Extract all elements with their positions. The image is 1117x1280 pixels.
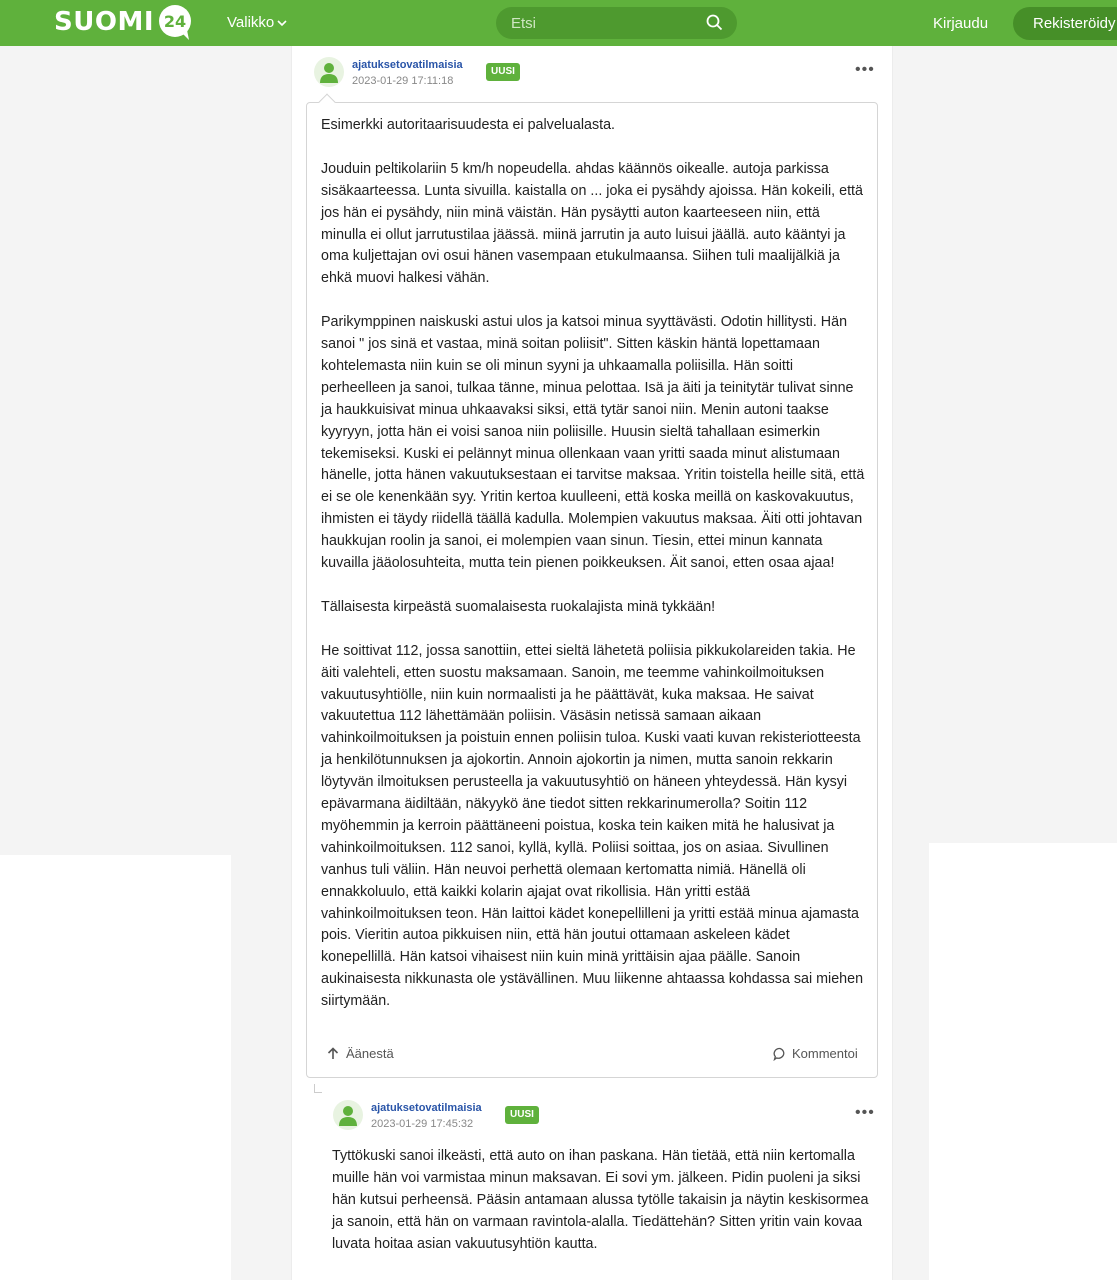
login-link[interactable]: Kirjaudu	[933, 15, 989, 32]
reply-thread-line	[314, 1084, 322, 1093]
post-paragraph: Tällaisesta kirpeästä suomalaisesta ruokalajista minä tykkään!	[321, 598, 716, 615]
post-paragraph: Parikymppinen naiskuski astui ulos ja katsoi minua syyttävästi. Odotin hillitysti. Hän sanoi " jos sinä et vastaa, minä soitan poliisit". Sitten käskin häntä lopettamaan kohtelemasta niin kuin se oli minun syyni ja uhkaamalla poliisilla. Hän soitti perheelleen ja sanoi, tulkaa tänne, minua pelottaa. Isä ja äiti ja teinitytär tulivat sinne ja haukkuisivat minua uhkaavaksi siksi, että tytär sanoi niin. Menin autoni taakse kyyryyn, jotta hän ei voisi sanoa niin poliisille. Huusin sieltä tahallaan esimerkin tekemiseksi. Kuski ei pelännyt minua ollenkaan vaan yritti saada minut alistumaan hänelle, jotta hänen vakuutuksestaan ei tarvitse maksaa. Yritin toistella heille sitä, että ei se ole kenenkään syy. Yritin kertoa kuulleeni, että koska meillä on kaskovakuutus, ihmisten ei täydy riidellä täällä kadulla. Molempien vakuutus maksaa. Äiti otti johtavan haukkujan roolin ja sanoi, ei molempien vaan sinun. Tiesin, ettei minun kannata kuvailla jääolosuhteita, mutta tein pienen poikkeuksen. Äit sanoi, etten osaa ajaa!	[321, 314, 865, 572]
post-paragraph: Esimerkki autoritaarisuudesta ei palvelualasta.	[321, 117, 616, 133]
user-avatar-icon[interactable]	[333, 1100, 363, 1130]
menu-dropdown[interactable]	[227, 14, 287, 31]
search-bar	[496, 7, 737, 39]
logo-text: SUOMI	[54, 7, 154, 37]
comment-icon	[773, 1047, 787, 1061]
register-button[interactable]: Rekisteröidy	[1013, 7, 1117, 40]
menu-label: Valikko	[227, 14, 275, 31]
more-icon[interactable]: •••	[855, 1104, 875, 1121]
reply-username[interactable]: ajatuksetovatilmaisia	[371, 1102, 482, 1114]
reply-timestamp: 2023-01-29 17:45:32	[371, 1118, 474, 1130]
suomi24-logo[interactable]	[54, 3, 193, 41]
page-background-gutter	[231, 855, 291, 1280]
search-input[interactable]	[511, 7, 696, 39]
page-background-right	[893, 46, 1117, 843]
chevron-down-icon	[277, 20, 287, 27]
post-paragraph: Jouduin peltikolariin 5 km/h nopeudella. ahdas käännös oikealle. autoja parkissa sisäkaarteessa. Lunta sivuilla. kaistalla on ... joka ei pysähdy ajoissa. Hän kokeili, että jos hän ei pysähdy, niin minä väistän. Hän pysäytti auton kaarteeseen niin, että minulla ei ollut jarrutustilaa jäässä. miinä jarrutin ja auto luisui jäällä. auto kääntyi ja oma kuljettajan ovi osui hänen vasempaan etukulmaansa. Siihen tuli maalijälkiä ja ehkä muovi halkesi vähän.	[321, 160, 863, 287]
arrow-up-icon	[327, 1047, 339, 1060]
page-background-gutter-right	[893, 843, 929, 1280]
vote-label: Äänestä	[346, 1046, 394, 1061]
comment-button[interactable]	[773, 1046, 858, 1061]
new-badge: UUSI	[505, 1106, 539, 1124]
logo-number: 24	[163, 12, 187, 31]
post-paragraph: He soittivat 112, jossa sanottiin, ettei sieltä lähetetä poliisia pikkukolareiden takia. He äiti valehteli, etten suostu maksamaan. Sanoin, me teemme vahinkoilmoituksen vakuutusyhtiölle, niin kuin normaalisti ja he päättävät, kuka maksaa. He saivat vakuutettua 112 lähettämään poliisin. Väsäsin netissä samaan aikaan vahinkoilmoituksen ja poistuin ennen poliisin tuloa. Kuski vaati kuvan rekisteriotteesta ja henkilötunnuksen ja ajokortin. Annoin ajokortin ja nimen, mutta sanoin rekkarin löytyvän ilmoituksen perusteella ja vakuutusyhtiö on häneen yhteydessä. Hän kysyi epävarmana äidiltään, näkyykö äne tiedot sitten rekkarinumerolla? Soitin 112 myöhemmin ja kerroin päättäneeni poistua, koska tein kaiken mitä he halusivat ja vahinkoilmoituksen. 112 sanoi, kyllä, kyllä. Poliisi soittaa, jos on asiaa. Sivullinen vanhus tuli väliin. Hän neuvoi perhettä olemaan kertomatta nimiä. Hänellä oli ennakkoluulo, että kaikki kolarin ajajat ovat rikollisia. Hän yritti estää vahinkoilmoituksen teon. Hän laittoi kädet konepellilleni ja yritti estää minua ajamasta pois. Vieritin autoa pikkuisen niin, että hän joutui ottamaan askeleen kädet konepellillä. Hän katsoi vihaisest niin kuin minä yrittäisin ajaa päälle. Sanoin aukinaisesta nikkunasta ole ystävällinen. Muu liikenne ahtaassa kohdassa sai miehen siirtymään.	[321, 642, 864, 1010]
reply-body: Tyttökuski sanoi ilkeästi, että auto on ihan paskana. Hän tietää, että niin kertomalla muille hän voi varmistaa minun maksavan. Ei sovi ym. jälkeen. Pidin puoleni ja siksi hän kutsui perheensä. Pääsin antamaan alussa tytölle takaisin ja näytin keskisormea ja sanoin, että hän on varmaan ravintola-alalla. Tiedättehän? Sitten yritin vain kovaa luvata hoitaa asian vakuutusyhtiön kautta.	[332, 1148, 869, 1252]
post-body	[321, 115, 866, 1035]
user-avatar-icon[interactable]	[314, 57, 344, 87]
logo-speech-bubble-icon	[157, 4, 193, 40]
page-background-left-lower	[0, 855, 231, 1280]
top-navigation-bar	[0, 0, 1117, 46]
comment-label: Kommentoi	[792, 1046, 858, 1061]
search-icon[interactable]	[706, 14, 723, 31]
new-badge: UUSI	[486, 63, 520, 81]
post-username[interactable]: ajatuksetovatilmaisia	[352, 59, 463, 71]
page-background-left	[0, 46, 291, 855]
post-timestamp: 2023-01-29 17:11:18	[352, 75, 454, 87]
more-icon[interactable]: •••	[855, 61, 875, 78]
vote-button[interactable]	[327, 1046, 394, 1061]
